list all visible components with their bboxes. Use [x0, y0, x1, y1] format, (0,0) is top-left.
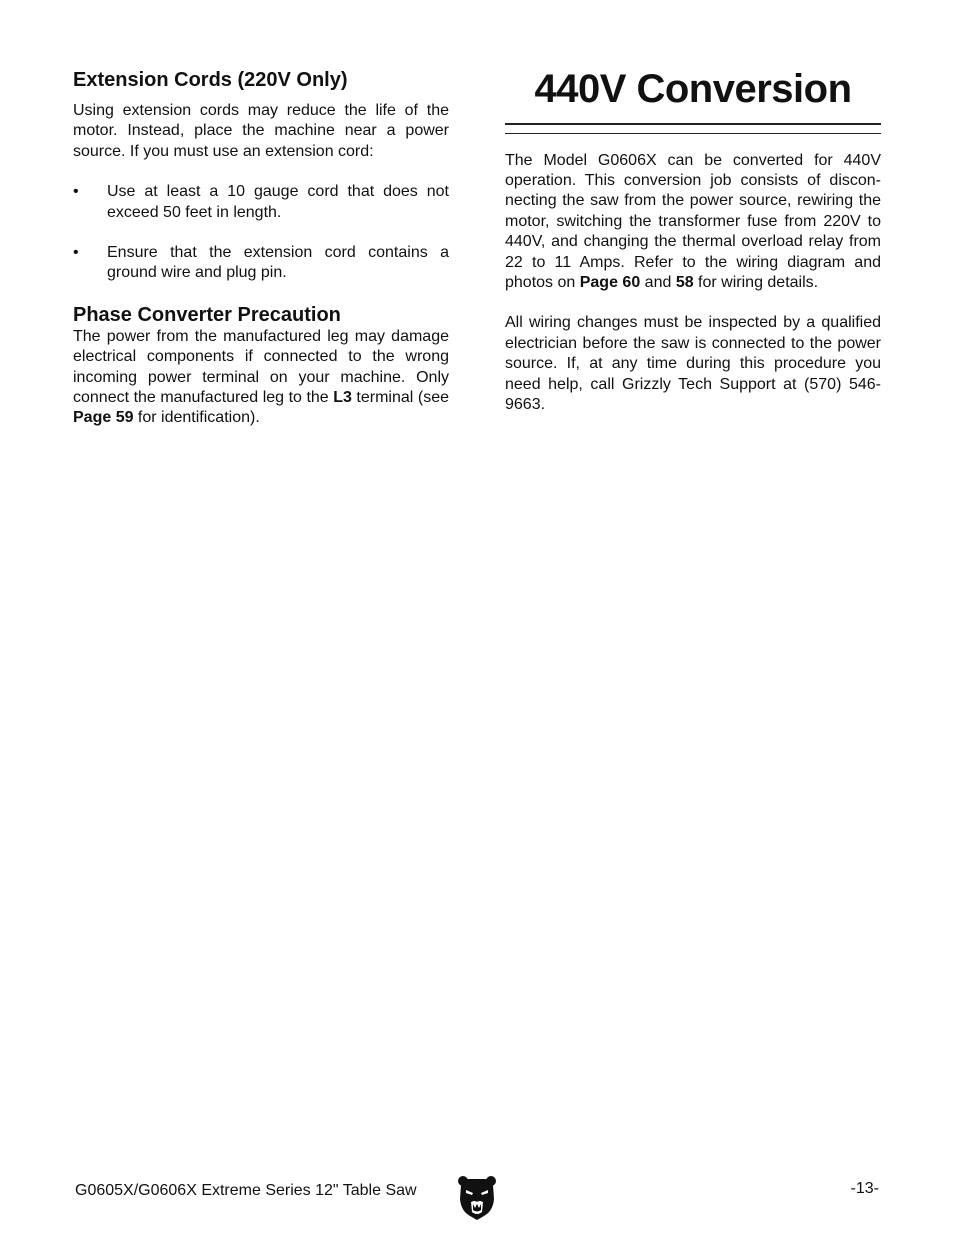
left-column: [73, 68, 449, 429]
terminal-reference: L3: [333, 389, 352, 407]
bullet-icon: •: [73, 244, 79, 262]
footer-model-title: G0605X/G0606X Extreme Series 12" Table Saw: [75, 1182, 417, 1199]
phase-converter-text: [73, 327, 449, 429]
phase-converter-text-2: terminal (see: [351, 389, 449, 407]
bullet-icon: •: [73, 183, 79, 201]
conversion-text-1: The Model G0606X can be converted for 440V operation. This conversion job consists of disconnecting the saw from the power source, rewiring the motor, switching the transformer fuse from 220V to 440V, and changing the thermal overload relay from 22 to 11 Amps. Refer to the wiring diagram and photos on: [505, 151, 881, 291]
bullet-text: Use at least a 10 gauge cord that does not exceed 50 feet in length.: [107, 183, 449, 221]
conversion-text-2: and: [640, 273, 676, 291]
page-reference: Page 59: [73, 409, 134, 427]
page-number: -13-: [850, 1180, 879, 1197]
bullet-text: Ensure that the extension cord contains a ground wire and plug pin.: [107, 244, 449, 282]
page-reference: 58: [675, 273, 694, 291]
phase-converter-text-1: The power from the manufactured leg may damage electrical components if connected to the wrong incoming power terminal on your machine. Only connect the manufactured leg to the: [73, 327, 449, 407]
phase-converter-heading: Phase Converter Precaution: [73, 303, 341, 326]
page-reference: Page 60: [579, 273, 641, 291]
conversion-paragraph-2: All wiring changes must be inspected by a qualified electrician before the saw is connected to the power source. If, at any time during this procedure you need help, call Grizzly Tech Support at (570) 546-9663.: [505, 314, 881, 413]
page-title: 440V Conversion: [534, 67, 852, 111]
title-rule-top: [505, 123, 881, 125]
conversion-text-3: for wiring details.: [693, 273, 819, 291]
extension-cords-intro: Using extension cords may reduce the life of the motor. Instead, place the machine near a power source. If you must use an extension cord:: [73, 102, 449, 160]
extension-cords-bullet-list: [73, 182, 449, 284]
extension-cords-section: [73, 68, 449, 284]
bullet-item: [73, 243, 449, 284]
bullet-item: [73, 182, 449, 223]
phase-converter-section: [73, 303, 449, 429]
title-rule-bottom: [505, 133, 881, 134]
right-column: [505, 68, 881, 415]
title-underline: [505, 123, 881, 134]
grizzly-bear-head-icon: [457, 1175, 497, 1221]
extension-cords-heading: Extension Cords (220V Only): [73, 69, 348, 91]
phase-converter-text-3: for identification).: [133, 409, 260, 427]
conversion-paragraph-1: [505, 151, 881, 294]
